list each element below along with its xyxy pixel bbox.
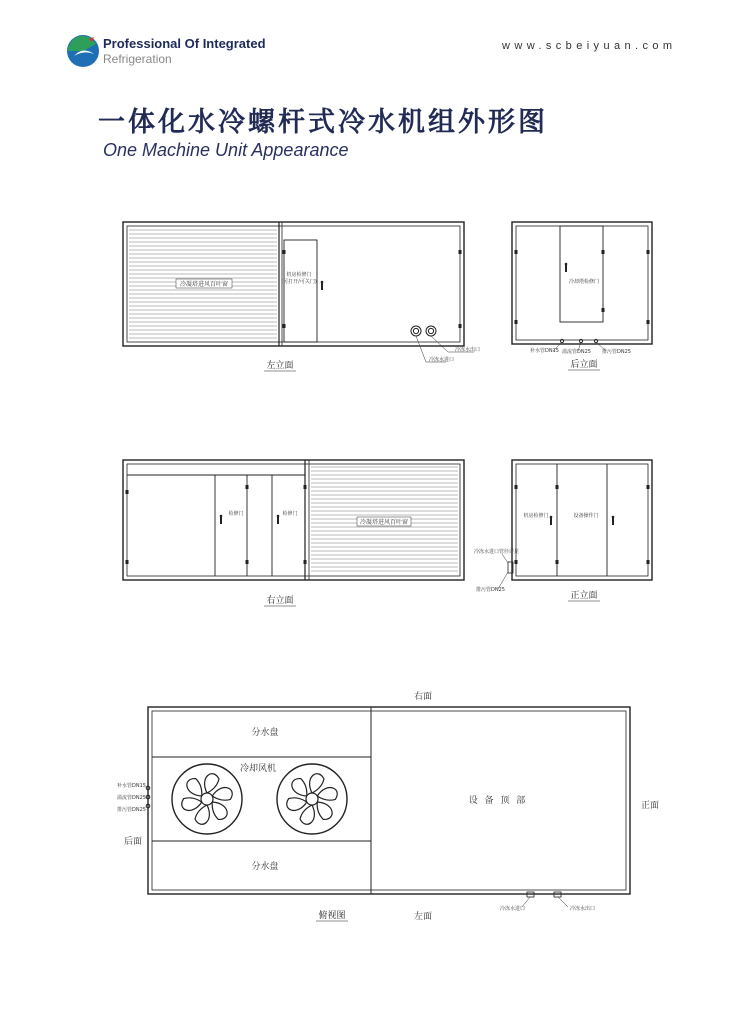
left-outlet-label: 冷冻水出口 (455, 347, 481, 353)
rear-pipe2: 溢流管DN25 (562, 349, 591, 355)
front-pipe2: 排污管DN25 (476, 587, 505, 593)
right-louver-label: 冷凝塔进风百叶窗 (359, 519, 409, 526)
top-pipe1: 补水管DN15 (117, 783, 146, 789)
equipment-top-label: 设 备 顶 部 (468, 796, 528, 806)
right-elevation-caption: 右立面 (266, 596, 294, 606)
front-door2-label: 设备操作门 (573, 513, 599, 519)
cooling-fan-2-icon (277, 764, 347, 834)
rear-pipe1: 补水管DN15 (530, 348, 559, 354)
top-pipe3: 排污管DN25 (117, 807, 146, 813)
right-door2-label: 检修门 (282, 511, 298, 517)
water-tray-top: 分水盘 (251, 728, 279, 738)
water-tray-bottom: 分水盘 (251, 862, 279, 872)
top-outlet-label: 冷冻水出口 (570, 906, 596, 912)
top-view-side-label-rear: 后面 (123, 837, 143, 847)
page-title-en: One Machine Unit Appearance (103, 140, 349, 160)
left-elevation-caption: 左立面 (266, 361, 294, 371)
left-elevation-view (123, 222, 480, 371)
cooling-fan-1-icon (172, 764, 242, 834)
front-pipe1: 冷冻水进口管径详见 (474, 549, 520, 555)
top-view-caption: 俯视图 (318, 911, 346, 921)
cooling-fan-label: 冷却风机 (239, 764, 277, 774)
brand-subtitle: Refrigeration (103, 52, 172, 66)
top-view-side-label-right: 右面 (413, 692, 433, 702)
top-view (117, 690, 659, 922)
left-louver-label: 冷凝塔进风百叶窗 (179, 281, 229, 288)
right-door1-label: 检修门 (228, 511, 244, 517)
front-door1-label: 机房检修门 (523, 513, 549, 519)
top-view-side-label-front: 正面 (640, 801, 660, 811)
rear-door-label: 冷却塔检修门 (568, 279, 600, 285)
brand-name: Professional Of Integrated (103, 36, 266, 51)
front-elevation-caption: 正立面 (570, 591, 598, 601)
rear-pipe3: 排污管DN25 (602, 349, 631, 355)
page-title-cn: 一体化水冷螺杆式冷水机组外形图 (98, 107, 548, 138)
top-view-side-label-left: 左面 (413, 912, 433, 922)
left-inlet-label: 冷冻水进口 (429, 357, 455, 363)
top-pipe2: 溢流管DN25 (117, 795, 146, 801)
website-url[interactable]: www.scbeiyuan.com (502, 40, 677, 52)
rear-elevation-view (512, 222, 652, 370)
top-inlet-label: 冷冻水进口 (500, 906, 526, 912)
left-door-label: 机房检修门 (286, 272, 312, 278)
right-elevation-view (123, 460, 464, 606)
rear-elevation-caption: 后立面 (570, 360, 598, 370)
left-door-sublabel: (可打开/可关门) (281, 279, 317, 285)
front-elevation-view (474, 460, 652, 601)
